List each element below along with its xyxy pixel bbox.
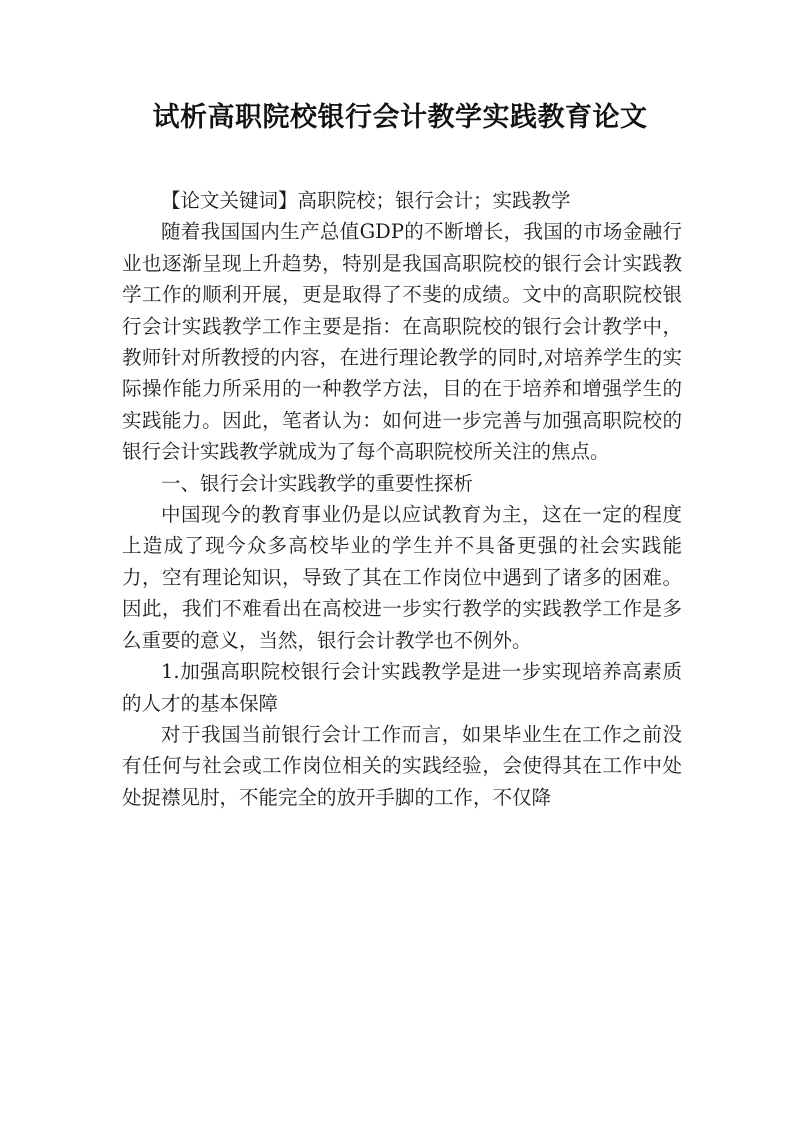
section-heading-1: 一、银行会计实践教学的重要性探析	[161, 471, 474, 495]
body-paragraph: 中国现今的教育事业仍是以应试教育为主，这在一定的程度上造成了现今众多高校毕业的学生并不具备更强的社会实践能力，空有理论知识，导致了其在工作岗位中遇到了诸多的困难。因此，我们不难看出在高校进一步实行教学的实践教学工作是多么重要的意义，当然，银行会计教学也不例外。	[122, 503, 682, 652]
keywords-paragraph: 【论文关键词】高职院校；银行会计；实践教学	[161, 189, 571, 212]
document-title: 试析高职院校银行会计教学实践教育论文	[152, 102, 648, 133]
document-body	[122, 185, 682, 813]
intro-paragraph: 随着我国国内生产总值GDP的不断增长，我国的市场金融行业也逐渐呈现上升趋势，特别是我国高职院校的银行会计实践教学工作的顺利开展，更是取得了不斐的成绩。文中的高职院校银行会计实践教学工作主要是指：在高职院校的银行会计教学中，教师针对所教授的内容，在进行理论教学的同时,对培养学生的实际操作能力所采用的一种教学方法，目的在于培养和增强学生的实践能力。因此，笔者认为：如何进一步完善与加强高职院校的银行会计实践教学就成为了每个高职院校所关注的焦点。	[122, 220, 682, 464]
body-paragraph: 对于我国当前银行会计工作而言，如果毕业生在工作之前没有任何与社会或工作岗位相关的实践经验，会使得其在工作中处处捉襟见肘，不能完全的放开手脚的工作，不仅降	[122, 722, 682, 809]
subsection-heading-1: 1.加强高职院校银行会计实践教学是进一步实现培养高素质的人才的基本保障	[122, 660, 682, 715]
